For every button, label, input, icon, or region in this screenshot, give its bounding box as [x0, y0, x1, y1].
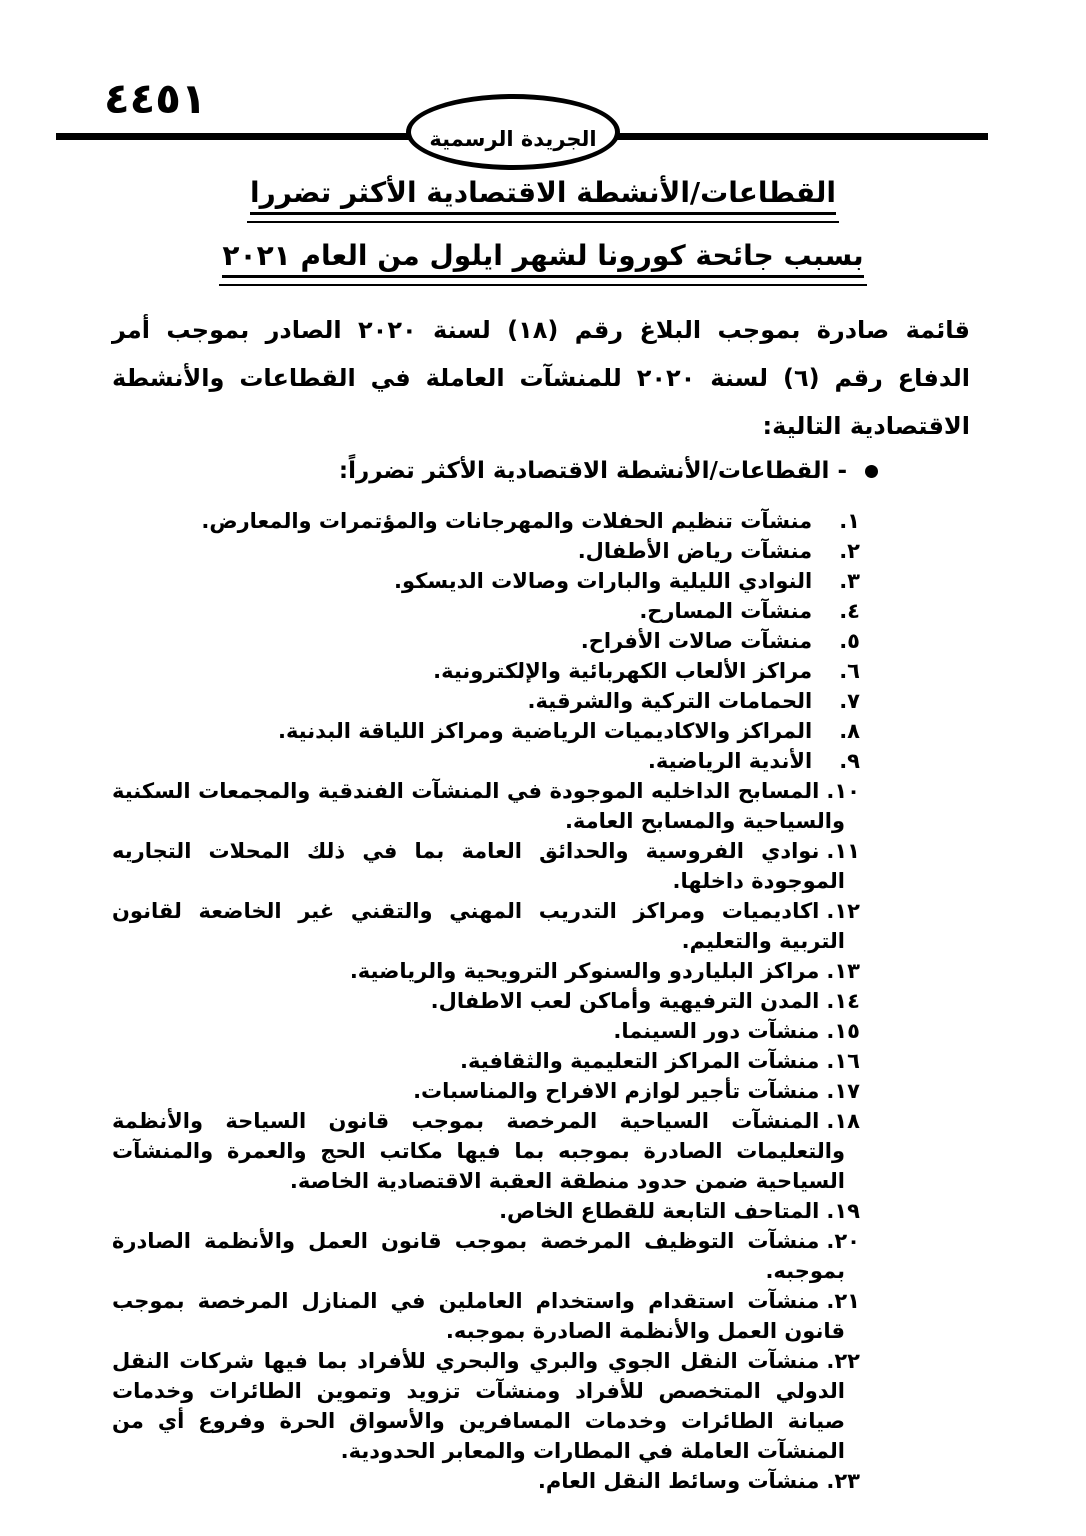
list-item: [112, 506, 860, 536]
list-item: [112, 1466, 860, 1496]
title-text-2: بسبب جائحة كورونا لشهر ايلول من العام ٢٠٢١: [222, 239, 863, 278]
list-item: [112, 1046, 860, 1076]
item-number: ٥.: [839, 629, 860, 653]
item-text: منشآت التوظيف المرخصة بموجب قانون العمل والأنظمة الصادرة بموجبه.: [112, 1229, 845, 1283]
list-item: [112, 686, 860, 716]
item-text: منشآت تأجير لوازم الافراح والمناسبات.: [413, 1079, 820, 1103]
item-text: اكاديميات ومراكز التدريب المهني والتقني غير الخاضعة لقانون التربية والتعليم.: [112, 899, 845, 953]
gazette-seal: [406, 94, 620, 170]
item-text: منشآت وسائط النقل العام.: [537, 1469, 820, 1493]
item-text: منشآت استقدام واستخدام العاملين في المنازل المرخصة بموجب قانون العمل والأنظمة الصادرة بموجبه.: [112, 1289, 845, 1343]
doc-title-line2: [0, 239, 1086, 286]
item-number: ٢١.: [826, 1289, 860, 1313]
list-item: [112, 1196, 860, 1226]
list-item: [112, 1226, 860, 1286]
title-underline-outer: [247, 176, 839, 223]
item-number: ٨.: [839, 719, 860, 743]
item-number: ١٧.: [826, 1079, 860, 1103]
item-number: ١.: [839, 509, 860, 533]
section-heading: [339, 458, 878, 484]
doc-title-line1: [0, 176, 1086, 223]
title-underline-outer: [219, 239, 866, 286]
document-titles: [0, 176, 1086, 302]
item-text: منشآت المراكز التعليمية والثقافية.: [460, 1049, 820, 1073]
item-text: منشآت صالات الأفراح.: [580, 629, 813, 653]
item-number: ٧.: [839, 689, 860, 713]
list-item: [112, 746, 860, 776]
intro-paragraph: قائمة صادرة بموجب البلاغ رقم (١٨) لسنة ٢٠٢٠ الصادر بموجب أمر الدفاع رقم (٦) لسنة ٢٠٢٠ للمنشآت العاملة في القطاعات والأنشطة الاقتصادية التالية:: [112, 316, 970, 440]
item-number: ٢٢.: [826, 1349, 860, 1373]
list-item: [112, 1286, 860, 1346]
list-item: [112, 566, 860, 596]
list-item: [112, 1346, 860, 1466]
item-text: منشآت رياض الأطفال.: [577, 539, 813, 563]
item-text: منشآت تنظيم الحفلات والمهرجانات والمؤتمرات والمعارض.: [201, 509, 813, 533]
item-number: ١٣.: [826, 959, 860, 983]
item-text: مراكز البلياردو والسنوكر الترويحية والرياضية.: [349, 959, 820, 983]
item-text: منشآت المسارح.: [639, 599, 813, 623]
item-text: الحمامات التركية والشرقية.: [527, 689, 813, 713]
item-number: ٩.: [839, 749, 860, 773]
item-number: ١٨.: [826, 1109, 860, 1133]
section-heading-text: - القطاعات/الأنشطة الاقتصادية الأكثر تضرراً:: [338, 458, 847, 484]
item-number: ١٠.: [826, 779, 860, 803]
item-text: المتاحف التابعة للقطاع الخاص.: [499, 1199, 820, 1223]
item-number: ٢.: [839, 539, 860, 563]
item-number: ١٢.: [826, 899, 860, 923]
list-item: [112, 986, 860, 1016]
item-text: المراكز والاكاديميات الرياضية ومراكز اللياقة البدنية.: [277, 719, 813, 743]
item-text: منشآت النقل الجوي والبري والبحري للأفراد بما فيها شركات النقل الدولي المتخصص للأفراد ومنشآت تزويد وتموين الطائرات وخدمات صيانة الطائرات وخدمات المسافرين والأسواق الحرة وفروع أي من المنشآت العاملة في المطارات والمعابر الحدودية.: [112, 1349, 845, 1463]
item-text: المسابح الداخليه الموجودة في المنشآت الفندقية والمجمعات السكنية والسياحية والمسابح العامة.: [112, 779, 845, 833]
item-text: المدن الترفيهية وأماكن لعب الاطفال.: [430, 989, 820, 1013]
bullet-icon: [865, 465, 878, 478]
title-text-1: القطاعات/الأنشطة الاقتصادية الأكثر تضررا: [250, 176, 836, 215]
page-number: ٤٤٥١: [104, 74, 207, 123]
sectors-list: [112, 506, 860, 1496]
list-item: [112, 956, 860, 986]
list-item: [112, 836, 860, 896]
gazette-seal-label: الجريدة الرسمية: [429, 127, 597, 151]
item-number: ١١.: [826, 839, 860, 863]
list-item: [112, 536, 860, 566]
item-text: الأندية الرياضية.: [647, 749, 813, 773]
list-item: [112, 656, 860, 686]
item-text: المنشآت السياحية المرخصة بموجب قانون السياحة والأنظمة والتعليمات الصادرة بموجبه بما فيها مكاتب الحج والعمرة والمنشآت السياحية ضمن حدود منطقة العقبة الاقتصادية الخاصة.: [112, 1109, 845, 1193]
item-text: منشآت دور السينما.: [613, 1019, 820, 1043]
item-number: ٤.: [839, 599, 860, 623]
list-item: [112, 1016, 860, 1046]
item-text: مراكز الألعاب الكهربائية والإلكترونية.: [433, 659, 813, 683]
item-number: ١٤.: [826, 989, 860, 1013]
item-text: نوادي الفروسية والحدائق العامة بما في ذلك المحلات التجاريه الموجودة داخلها.: [112, 839, 845, 893]
list-item: [112, 896, 860, 956]
list-item: [112, 1076, 860, 1106]
item-number: ١٦.: [826, 1049, 860, 1073]
item-number: ٢٠.: [826, 1229, 860, 1253]
list-item: [112, 1106, 860, 1196]
list-item: [112, 626, 860, 656]
list-item: [112, 596, 860, 626]
list-item: [112, 716, 860, 746]
item-number: ٢٣.: [826, 1469, 860, 1493]
item-text: النوادي الليلية والبارات وصالات الديسكو.: [394, 569, 813, 593]
item-number: ٦.: [839, 659, 860, 683]
item-number: ١٩.: [826, 1199, 860, 1223]
item-number: ١٥.: [826, 1019, 860, 1043]
item-number: ٣.: [839, 569, 860, 593]
list-item: [112, 776, 860, 836]
